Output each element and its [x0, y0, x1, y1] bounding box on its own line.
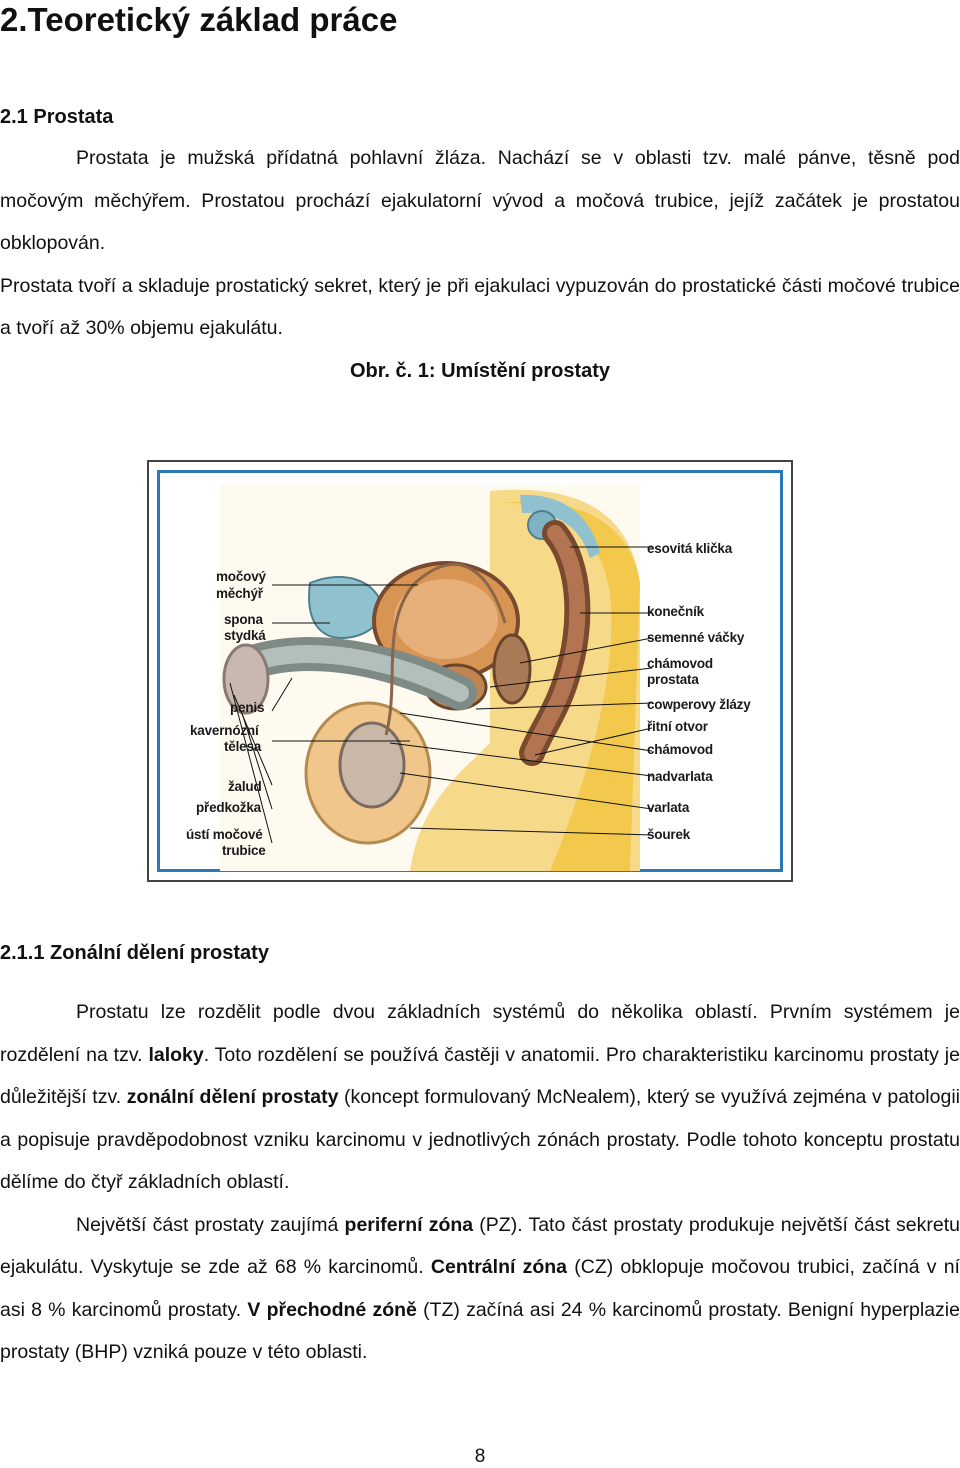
page-title: 2.Teoretický základ práce [0, 1, 398, 38]
label-zalud: žalud [228, 779, 262, 794]
text-run: (CZ) obklopuje močovou trubici, začíná v ní asi 8 % karcinomů prostaty. [0, 1256, 960, 1321]
label-semenne: semenné váčky [647, 630, 745, 645]
figure-frame [147, 460, 793, 882]
bold-term: periferní zóna [344, 1213, 474, 1236]
text-run: Prostatu lze rozdělit podle dvou základních systémů do několika oblastí. Prvním systémem je rozdělení na tzv. [0, 1001, 960, 1066]
paragraph-text: Prostata je mužská přídatná pohlavní žláza. Nachází se v oblasti tzv. malé pánve, těsně pod močovým měchýřem. Prostatou prochází ejakulatorní vývod a močová trubice, jejíž začátek je prostatou obklopován. [0, 147, 960, 254]
text-run: Největší část prostaty zaujímá [76, 1213, 345, 1236]
section-heading-zonal: 2.1.1 Zonální dělení prostaty [0, 942, 269, 964]
section-heading-prostata: 2.1 Prostata [0, 106, 114, 128]
label-cowper: cowperovy žlázy [647, 697, 751, 712]
label-konecnik: konečník [647, 604, 704, 619]
text-run: . Toto rozdělení se používá častěji v anatomii. Pro charakteristiku karcinomu prostaty je důležitější tzv. [0, 1043, 960, 1108]
paragraph-text [0, 991, 960, 1204]
label-telesa: tělesa [224, 739, 262, 754]
label-mocovy: močový [216, 569, 266, 584]
label-varlata: varlata [647, 800, 690, 815]
label-kavernozni: kavernózní [190, 723, 259, 738]
label-esovita: esovitá klička [647, 541, 733, 556]
label-trubice: trubice [222, 843, 266, 858]
label-chamovod-prostata: chámovod [647, 656, 713, 671]
bold-term: Centrální zóna [430, 1256, 568, 1278]
figure-image [157, 470, 783, 872]
paragraph-text [0, 1204, 960, 1374]
label-ritni: řitní otvor [647, 719, 708, 734]
label-chamovod: chámovod [647, 742, 713, 757]
text-run: (koncept formulovaný McNealem), který se využívá zejména v patologii a popisuje pravděpodobnost vzniku karcinomu v jednotlivých zónách prostaty. Podle tohoto konceptu prostatu dělíme do čtyř základních oblastí. [0, 1086, 960, 1193]
page-number: 8 [474, 1446, 486, 1467]
label-spona: spona [224, 612, 263, 627]
figure-caption: Obr. č. 1: Umístění prostaty [349, 360, 611, 382]
label-prostata: prostata [647, 672, 699, 687]
label-mechyr: měchýř [216, 586, 263, 601]
paragraph-prostata-intro [0, 137, 960, 350]
label-stydka: stydká [224, 628, 266, 643]
bold-term: V přechodné zóně [247, 1298, 417, 1321]
label-usti: ústí močové [186, 827, 263, 842]
label-sourek: šourek [647, 827, 691, 842]
label-penis: penis [230, 700, 265, 715]
label-predkozka: předkožka [196, 800, 261, 815]
text-run: (PZ). Tato část prostaty produkuje největší část sekretu ejakulátu. Vyskytuje se zde až 68 % karcinomů. [0, 1213, 960, 1278]
bold-term: zonální dělení prostaty [126, 1086, 339, 1108]
bold-term: laloky [148, 1043, 204, 1066]
paragraph-zonal [0, 991, 960, 1374]
text-run: (TZ) začíná asi 24 % karcinomů prostaty. Benigní hyperplazie prostaty (BHP) vzniká pouze v této oblasti. [0, 1298, 960, 1363]
paragraph-text: Prostata tvoří a skladuje prostatický sekret, který je při ejakulaci vypuzován do prostatické části močové trubice a tvoří až 30% objemu ejakulátu. [0, 274, 960, 339]
label-nadvarlata: nadvarlata [647, 769, 713, 784]
